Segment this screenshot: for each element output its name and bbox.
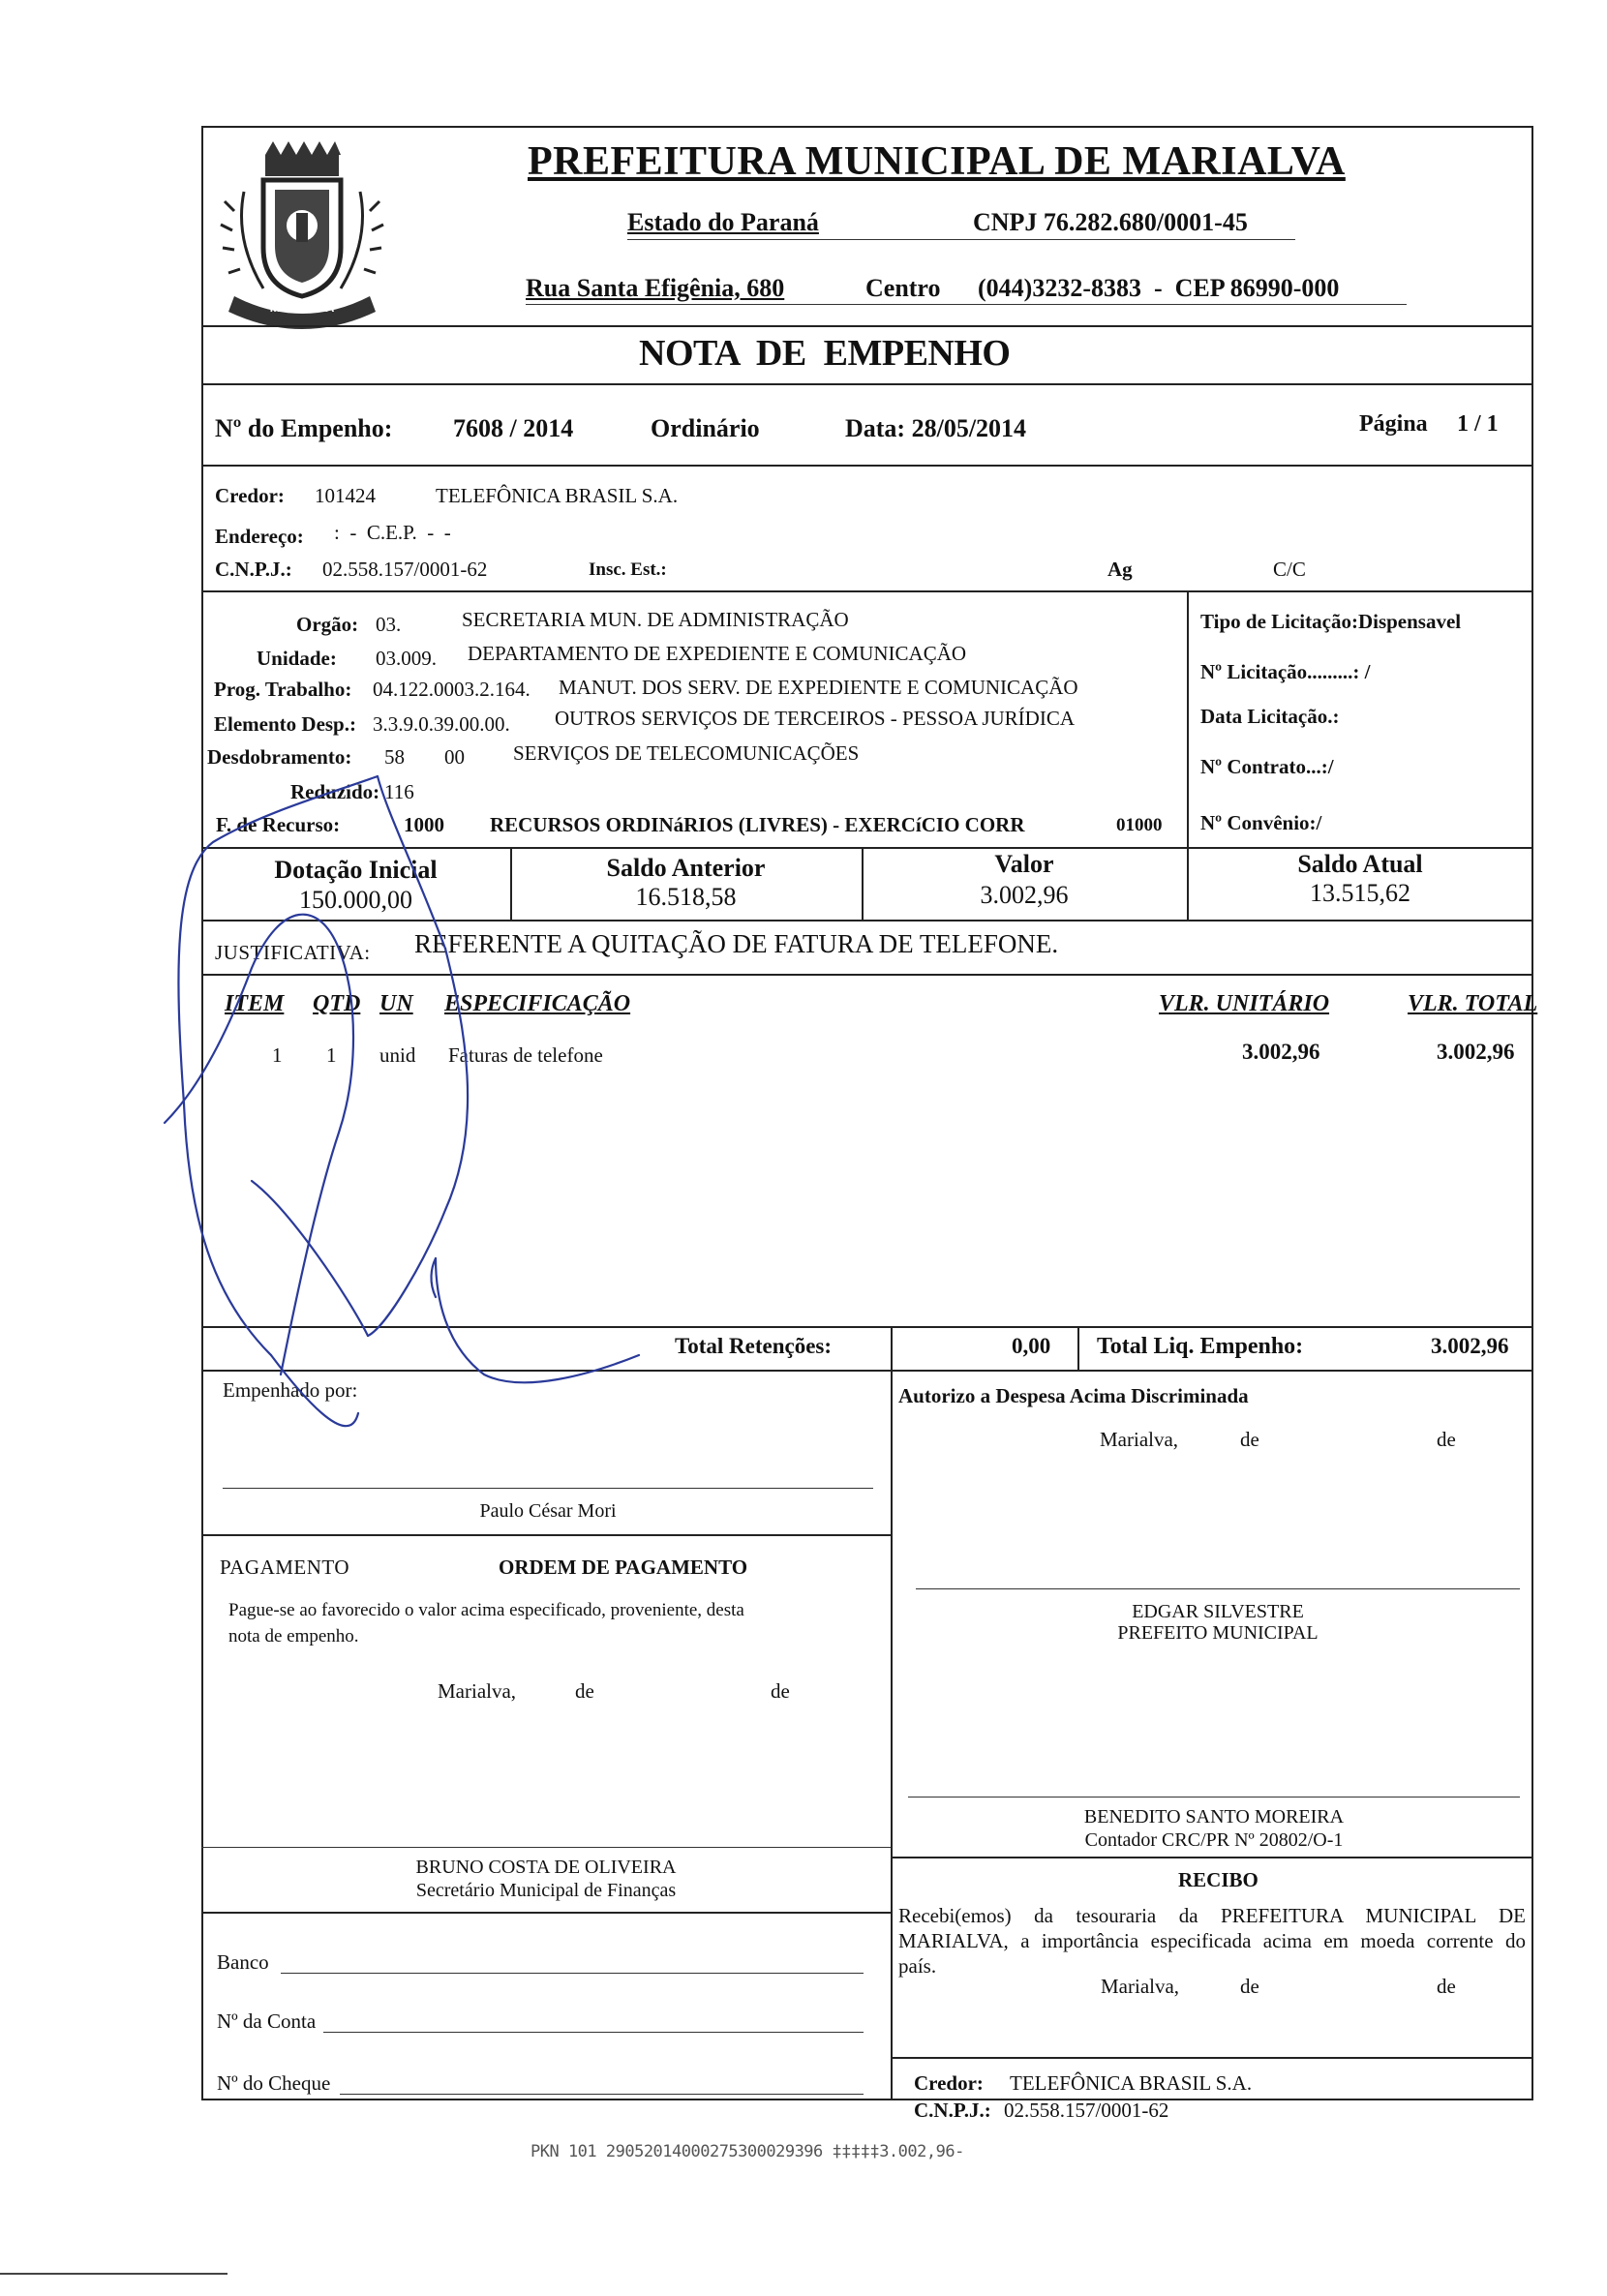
document-title: NOTA DE EMPENHO [639,333,1011,374]
saldo-atual-label: Saldo Atual [1297,850,1423,878]
cheque-label: Nº do Cheque [217,2071,331,2095]
numero-licitacao: Nº Licitação.........: / [1200,660,1371,683]
pagamento-text-1: Pague-se ao favorecido o valor acima especificado, proveniente, desta [228,1600,744,1620]
recibo-de1: de [1240,1975,1259,1998]
dotacao-value: 150.000,00 [299,886,412,914]
justificativa-label: JUSTIFICATIVA: [215,941,371,964]
recurso-desc: RECURSOS ORDINáRIOS (LIVRES) - EXERCíCIO CORR [490,813,1025,836]
empenho-type: Ordinário [651,414,760,442]
row-item: 1 [272,1043,283,1067]
row-especificacao: Faturas de telefone [448,1043,603,1067]
handwritten-signature [155,755,658,1452]
valor-label: Valor [994,850,1054,878]
prog-code: 04.122.0003.2.164. [373,678,531,701]
recibo-title: RECIBO [1178,1868,1258,1891]
desd-sub: 00 [444,745,465,769]
saldo-anterior-value: 16.518,58 [635,883,737,911]
footer-cnpj: 02.558.157/0001-62 [1004,2099,1169,2122]
orgao-label: Orgão: [296,613,359,636]
recurso-code: 1000 [404,813,444,836]
col-vlr-unitario: VLR. UNITÁRIO [1159,991,1330,1016]
empenho-number: 7608 / 2014 [453,414,574,442]
banco-label: Banco [217,1950,269,1974]
recibo-line-2: MARIALVA, a importância especificada acima em moeda corrente do [898,1929,1526,1952]
empenhado-label: Empenhado por: [223,1378,358,1402]
pagamento-text-2: nota de empenho. [228,1626,359,1646]
ordem-pagamento-label: ORDEM DE PAGAMENTO [499,1556,748,1579]
desd-code: 58 [384,745,405,769]
footer-cnpj-label: C.N.P.J.: [914,2099,991,2122]
header-address: Rua Santa Efigênia, 680 [526,274,785,302]
endereco-value: : - C.E.P. - - [334,521,451,544]
recibo-line-3: país. [898,1954,937,1978]
crest-banner-text: MARIALVA [269,300,335,315]
state-name: Estado do Paraná [627,208,819,236]
autorizo-label: Autorizo a Despesa Acima Discriminada [898,1384,1249,1407]
autorizo-city: Marialva, [1100,1428,1179,1451]
banco-field[interactable] [281,1973,864,1974]
endereco-label: Endereço: [215,525,304,548]
secretario-role: Secretário Municipal de Finanças [415,1880,677,1901]
prog-label: Prog. Trabalho: [214,678,352,701]
row-vlr-unitario: 3.002,96 [1242,1040,1320,1064]
prefeito-role: PREFEITO MUNICIPAL [1117,1622,1319,1644]
unidade-desc: DEPARTAMENTO DE EXPEDIENTE E COMUNICAÇÃO [468,642,967,665]
valor-value: 3.002,96 [980,881,1069,909]
dotacao-label: Dotação Inicial [274,856,438,884]
municipal-crest [205,134,399,337]
orgao-desc: SECRETARIA MUN. DE ADMINISTRAÇÃO [462,608,849,631]
recibo-line-1: Recebi(emos) da tesouraria da PREFEITURA MUNICIPAL DE [898,1904,1526,1927]
authentication-stamp: PKN 101 29052014000275300029396 ‡‡‡‡‡3.002,96- [531,2142,964,2161]
pagamento-city: Marialva, [438,1679,517,1703]
saldo-anterior-label: Saldo Anterior [606,854,766,882]
total-retencoes-value: 0,00 [1012,1334,1051,1358]
footer-credor-name: TELEFÔNICA BRASIL S.A. [1010,2071,1253,2095]
prog-desc: MANUT. DOS SERV. DE EXPEDIENTE E COMUNICAÇÃO [559,676,1078,699]
data-licitacao: Data Licitação.: [1200,705,1340,728]
elem-desc: OUTROS SERVIÇOS DE TERCEIROS - PESSOA JURÍDICA [555,707,1076,730]
desd-label: Desdobramento: [207,745,352,769]
unidade-code: 03.009. [376,647,437,670]
credor-cnpj: 02.558.157/0001-62 [322,558,488,581]
credor-label: Credor: [215,484,285,507]
conta-label: Nº da Conta [217,2009,317,2033]
col-item: ITEM [225,991,285,1016]
ag-label: Ag [1107,558,1133,581]
header-phone-cep: (044)3232-8383 - CEP 86990-000 [978,274,1340,302]
page-label: Página [1359,411,1428,437]
header-cnpj: CNPJ 76.282.680/0001-45 [973,208,1248,236]
total-liq-label: Total Liq. Empenho: [1097,1334,1304,1359]
autorizo-de2: de [1437,1428,1456,1451]
autorizo-de1: de [1240,1428,1259,1451]
col-vlr-total: VLR. TOTAL [1408,991,1538,1016]
row-qtd: 1 [326,1043,337,1067]
recurso-number: 01000 [1116,815,1163,835]
recibo-de2: de [1437,1975,1456,1998]
saldo-atual-value: 13.515,62 [1310,879,1410,907]
contador-role: Contador CRC/PR Nº 20802/O-1 [1084,1829,1344,1851]
conta-field[interactable] [323,2032,864,2033]
elem-code: 3.3.9.0.39.00.00. [373,712,510,736]
reduzido-code: 116 [384,780,414,803]
cc-label: C/C [1273,558,1306,581]
pagamento-de1: de [575,1679,594,1703]
recurso-label: F. de Recurso: [216,813,341,836]
empenhado-name: Paulo César Mori [479,1500,617,1522]
desd-desc: SERVIÇOS DE TELECOMUNICAÇÕES [513,741,860,765]
cheque-field[interactable] [340,2094,864,2095]
col-un: UN [379,991,413,1016]
numero-convenio: Nº Convênio:/ [1200,811,1322,834]
empenho-date: Data: 28/05/2014 [845,414,1027,442]
numero-contrato: Nº Contrato...:/ [1200,755,1334,778]
col-especificacao: ESPECIFICAÇÃO [444,991,631,1016]
reduzido-label: Reduzido: [290,780,380,803]
row-un: unid [379,1043,416,1067]
pagamento-de2: de [771,1679,790,1703]
tipo-licitacao: Tipo de Licitação:Dispensavel [1200,610,1462,633]
credor-code: 101424 [315,484,376,507]
elem-label: Elemento Desp.: [214,712,356,736]
col-qtd: QTD [313,991,361,1016]
row-vlr-total: 3.002,96 [1437,1040,1515,1064]
page-title: PREFEITURA MUNICIPAL DE MARIALVA [528,139,1346,184]
recibo-city: Marialva, [1101,1975,1180,1998]
page-number: 1 / 1 [1457,411,1499,437]
total-liq-value: 3.002,96 [1431,1334,1509,1358]
insc-est-label: Insc. Est.: [589,559,667,580]
contador-name: BENEDITO SANTO MOREIRA [1083,1806,1345,1828]
justificativa-text: REFERENTE A QUITAÇÃO DE FATURA DE TELEFONE. [414,929,1059,958]
prefeito-name: EDGAR SILVESTRE [1132,1601,1304,1622]
secretario-name: BRUNO COSTA DE OLIVEIRA [415,1857,677,1878]
orgao-code: 03. [376,613,402,636]
empenho-label: Nº do Empenho: [215,414,393,442]
header-district: Centro [865,274,941,302]
total-retencoes-label: Total Retenções: [675,1334,833,1358]
unidade-label: Unidade: [257,647,337,670]
pagamento-label: PAGAMENTO [220,1556,350,1579]
credor-name: TELEFÔNICA BRASIL S.A. [436,484,679,507]
cnpj-label: C.N.P.J.: [215,558,292,581]
footer-credor-label: Credor: [914,2071,984,2095]
